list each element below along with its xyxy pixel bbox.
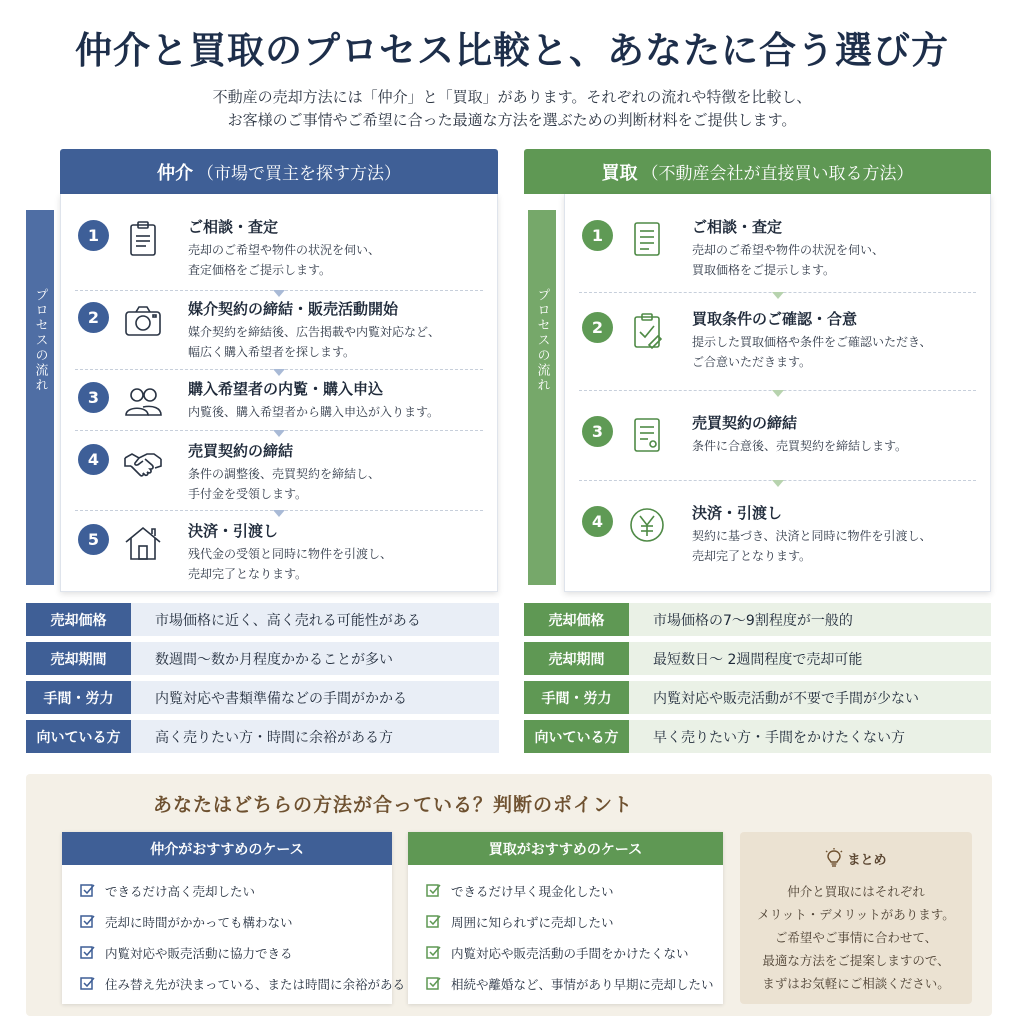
step-number: 4 [78,444,109,475]
checkbox-icon [80,945,95,960]
step-divider [75,290,483,291]
step-title: 決済・引渡し [692,504,783,522]
step-title: 媒介契約の締結・販売活動開始 [188,300,399,318]
desc-line: 条件の調整後、売買契約を締結し、 [188,467,381,481]
page-subtitle [0,86,1024,132]
yen-icon [627,506,667,544]
chukai-compare-price [26,603,499,636]
step-description [188,322,440,362]
desc-line: 買取価格をご提示します。 [692,263,836,277]
document-icon [627,220,667,258]
kaitori-compare-period [524,642,991,675]
compare-label: 売却期間 [26,642,131,675]
step-divider [579,292,976,293]
chukai-case-card [62,832,406,1004]
summary-text [740,880,972,995]
subtitle-line: お客様のご事情やご希望に合った最適な方法を選ぶための判断材料をご提供します。 [227,111,797,129]
step-number: 2 [78,302,109,333]
kaitori-compare-price [524,603,991,636]
step-title: 売買契約の締結 [692,414,798,432]
case-list [408,865,723,999]
list-item [80,906,392,937]
compare-value: 内覧対応や書類準備などの手間がかかる [131,681,499,714]
step-divider [579,480,976,481]
page-title: 仲介と買取のプロセス比較と、あなたに合う選び方 [75,28,949,72]
summary-header [740,848,972,868]
case-header: 買取がおすすめのケース [408,832,723,865]
list-item-text: 周囲に知られずに売却したい [451,914,614,930]
step-divider [75,369,483,370]
step-description [692,240,884,280]
process-flow-label: プロセスの流れ [32,288,48,393]
summary-title: まとめ [847,852,887,868]
compare-value: 最短数日〜 2週間程度で売却可能 [629,642,991,675]
compare-value: 市場価格の7〜9割程度が一般的 [629,603,991,636]
kaitori-steps-panel [564,194,991,592]
checkbox-icon [80,883,95,898]
contract-icon [627,416,667,454]
step-description [692,526,932,566]
list-item [80,968,406,999]
checkbox-icon [426,914,441,929]
summary-line: 最適な方法をご提案しますので、 [762,953,950,968]
step-title: 決済・引渡し [188,522,279,540]
step-description [692,436,907,456]
step-divider [75,430,483,431]
lightbulb-icon [825,848,843,868]
checkbox-icon [426,945,441,960]
desc-line: ご合意いただきます。 [692,355,812,369]
step-number: 1 [78,220,109,251]
list-item-text: できるだけ早く現金化したい [451,883,614,899]
subtitle-line: 不動産の売却方法には「仲介」と「買取」があります。それぞれの流れや特徴を比較し、 [212,88,812,106]
step-number: 1 [582,220,613,251]
step-title: ご相談・査定 [692,218,783,236]
desc-line: 手付金を受領します。 [188,487,308,501]
chukai-compare-suited [26,720,499,753]
chukai-compare-effort [26,681,499,714]
step-divider [75,510,483,511]
checkbox-icon [426,976,441,991]
desc-line: 売却のご希望や物件の状況を伺い、 [188,243,381,257]
kaitori-title: 買取 [601,162,638,184]
chukai-compare-period [26,642,499,675]
list-item [426,906,723,937]
chukai-steps-panel [60,194,498,592]
kaitori-compare-effort [524,681,991,714]
compare-value: 早く売りたい方・手間をかけたくない方 [629,720,991,753]
step-title: 購入希望者の内覧・購入申込 [188,380,384,398]
desc-line: 幅広く購入希望者を探します。 [188,345,356,359]
compare-label: 手間・労力 [26,681,131,714]
chukai-header [60,149,498,194]
step-number: 3 [78,382,109,413]
checklist-icon [627,312,667,350]
list-item-text: 売却に時間がかかっても構わない [105,914,293,930]
compare-label: 売却価格 [26,603,131,636]
kaitori-header [524,149,991,194]
house-icon [123,524,163,562]
kaitori-compare-suited [524,720,991,753]
list-item [426,937,723,968]
kaitori-subtitle: （不動産会社が直接買い取る方法） [641,164,914,184]
kaitori-case-card [408,832,723,1004]
checkbox-icon [426,883,441,898]
chukai-subtitle: （市場で買主を探す方法） [197,164,401,184]
step-description [188,544,392,584]
compare-value: 数週間〜数か月程度かかることが多い [131,642,499,675]
process-flow-label: プロセスの流れ [534,288,550,393]
list-item-text: 相続や離婚など、事情があり早期に売却したい [451,976,714,992]
compare-label: 手間・労力 [524,681,629,714]
step-number: 5 [78,524,109,555]
compare-value: 高く売りたい方・時間に余裕がある方 [131,720,499,753]
compare-label: 売却価格 [524,603,629,636]
camera-icon [123,302,163,340]
desc-line: 売却のご希望や物件の状況を伺い、 [692,243,885,257]
step-description [188,402,439,422]
step-number: 2 [582,312,613,343]
list-item-text: 内覧対応や販売活動の手間をかけたくない [451,945,689,961]
list-item [80,875,392,906]
compare-value: 内覧対応や販売活動が不要で手間が少ない [629,681,991,714]
step-title: 買取条件のご確認・合意 [692,310,858,328]
compare-label: 売却期間 [524,642,629,675]
case-list [62,865,406,999]
compare-value: 市場価格に近く、高く売れる可能性がある [131,603,499,636]
summary-line: ご希望やご事情に合わせて、 [774,930,938,945]
desc-line: 契約に基づき、決済と同時に物件を引渡し、 [692,529,932,543]
desc-line: 売却完了となります。 [188,567,308,581]
step-number: 3 [582,416,613,447]
checkbox-icon [80,976,95,991]
step-description [188,464,380,504]
desc-line: 売却完了となります。 [692,549,812,563]
desc-line: 内覧後、購入希望者から購入申込が入ります。 [188,405,440,419]
chukai-process-sidebar [26,210,54,585]
desc-line: 条件に合意後、売買契約を締結します。 [692,439,908,453]
step-title: 売買契約の締結 [188,442,294,460]
step-number: 4 [582,506,613,537]
people-icon [123,382,163,420]
compare-label: 向いている方 [524,720,629,753]
summary-line: 仲介と買取にはそれぞれ [787,884,925,899]
desc-line: 提示した買取価格や条件をご確認いただき、 [692,335,932,349]
step-divider [579,390,976,391]
clipboard-icon [123,220,163,258]
summary-line: まずはお気軽にご相談ください。 [762,976,950,991]
step-title: ご相談・査定 [188,218,279,236]
compare-label: 向いている方 [26,720,131,753]
checkbox-icon [80,914,95,929]
desc-line: 査定価格をご提示します。 [188,263,332,277]
list-item-text: 内覧対応や販売活動に協力できる [105,945,293,961]
kaitori-process-sidebar [528,210,556,585]
step-description [692,332,932,372]
list-item [426,875,723,906]
list-item-text: 住み替え先が決まっている、または時間に余裕がある [105,976,406,992]
list-item-text: できるだけ高く売却したい [105,883,256,899]
desc-line: 残代金の受領と同時に物件を引渡し、 [188,547,393,561]
handshake-icon [123,444,163,482]
desc-line: 媒介契約を締結後、広告掲載や内覧対応など、 [188,325,441,339]
list-item [80,937,392,968]
judge-title: あなたはどちらの方法が合っている？判断のポイント [152,794,633,816]
chukai-title: 仲介 [157,162,193,184]
summary-card [740,832,972,1004]
case-header: 仲介がおすすめのケース [62,832,392,865]
step-description [188,240,380,280]
list-item [426,968,723,999]
summary-line: メリット・デメリットがあります。 [757,907,955,922]
